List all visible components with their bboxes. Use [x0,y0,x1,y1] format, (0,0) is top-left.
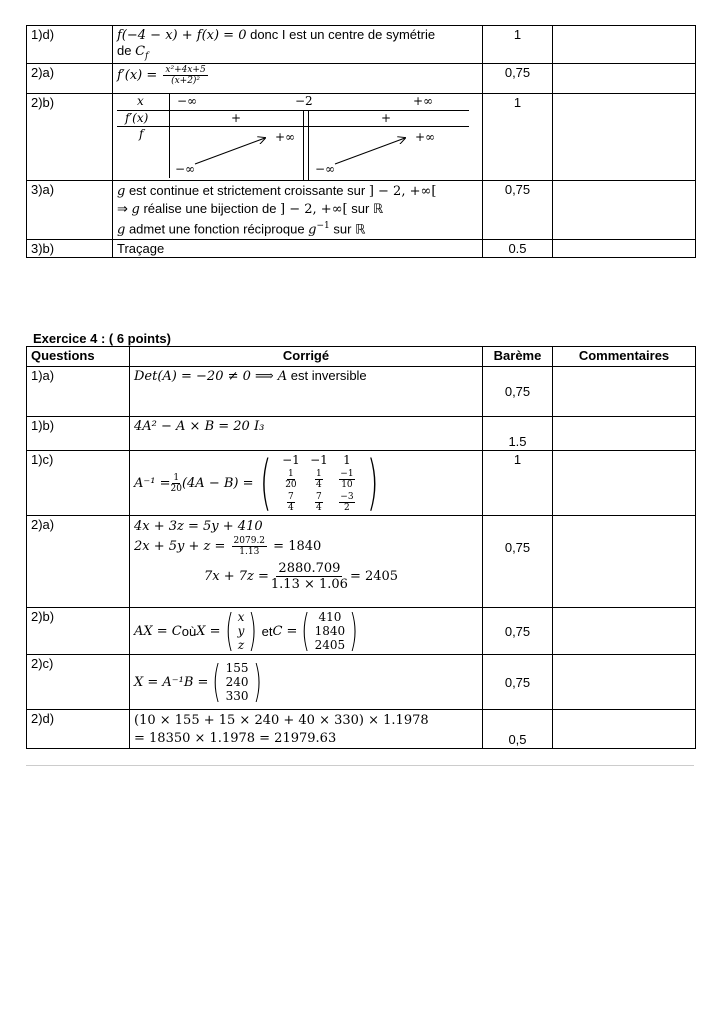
comment-cell [553,516,696,608]
points-cell: 1 [483,451,553,516]
corrige-cell: f′(x) = $\frac{\text{x²+4x+5}}{\text{(x+2)²}}$ [113,63,483,93]
points-cell: 0,75 [483,367,553,417]
table-row [27,516,696,608]
exercise-4-table [26,346,696,749]
vector-entry: z [237,638,245,652]
top-correction-table [26,25,696,258]
question-cell: 3)a) [27,180,113,239]
fraction: $\frac{\text{x²+4x+5}}{\text{(x+2)²}}$ [165,64,206,86]
question-cell: 2)c) [27,655,130,710]
matrix-entry: 7 4 [288,492,294,513]
comment-cell [553,239,696,257]
header-commentaires: Commentaires [553,347,696,367]
matrix-entry: −1 [282,453,300,467]
question-cell: 2)b) [27,93,113,180]
c-vector: ( 410 1840 2405 ) [301,605,359,656]
matrix-entry: −1 10 [340,469,354,490]
comment-cell [553,608,696,655]
question-cell: 2)d) [27,710,130,749]
increasing-arrow [335,138,405,164]
matrix-entry: 7 4 [316,492,322,513]
points-cell: 0,75 [483,516,553,608]
vector-entry: y [237,624,245,638]
variation-table: x f′(x) f −∞ −2 +∞ + + +∞ +∞ −∞ −∞ [113,94,469,180]
x-vector: ( x y z ) [224,605,258,656]
header-bareme: Barème [483,347,553,367]
vector-entry: 2405 [314,638,346,652]
increasing-arrow [195,138,265,164]
comment-cell [553,417,696,451]
corrige-cell: A⁻¹ = $\frac{1}{20}$ (4A − B) = ( −1 −1 1 1 20 1 4 −1 10 7 4 7 4 −3 2 ) [130,451,483,516]
question-cell: 1)b) [27,417,130,451]
variation-arrows [113,94,469,180]
question-cell: 1)a) [27,367,130,417]
question-cell: 2)b) [27,608,130,655]
points-cell: 1 [483,26,553,64]
points-cell: 0,75 [483,655,553,710]
corrige-cell: Det(A) = −20 ≠ 0 ⟹ A est inversible [130,367,483,417]
table-row [27,180,696,239]
comment-cell [553,710,696,749]
comment-cell [553,655,696,710]
comment-cell [553,367,696,417]
comment-cell [553,93,696,180]
question-cell: 3)b) [27,239,113,257]
header-questions: Questions [27,347,130,367]
corrige-cell [113,93,483,180]
question-cell: 1)c) [27,451,130,516]
question-cell: 2)a) [27,63,113,93]
table-row [27,655,696,710]
matrix-entry: 1 [343,453,351,467]
corrige-cell: 4x + 3z = 5y + 410 2x + 5y + z = $\frac{2079.2}{1.13}$ = 1840 7x + 7z = $\frac{2880.709}{1.13 \times 1.06}$ = 2405 [130,516,483,608]
corrige-cell: 4A² − A × B = 20 I₃ [130,417,483,451]
table-row [27,63,696,93]
vector-entry: 330 [225,689,249,703]
vector-entry: 410 [318,610,342,624]
points-cell: 0,5 [483,710,553,749]
points-cell: 0.5 [483,239,553,257]
comment-cell [553,26,696,64]
points-cell: 0,75 [483,63,553,93]
corrige-cell: X = A⁻¹B = ( 155 240 330 ) [130,655,483,710]
points-cell: 0,75 [483,180,553,239]
question-cell: 1)d) [27,26,113,64]
table-row [27,451,696,516]
corrige-cell: Traçage [113,239,483,257]
points-cell: 0,75 [483,608,553,655]
matrix-entry: −1 [310,453,328,467]
comment-cell [553,180,696,239]
table-row [27,93,696,180]
page-divider [26,765,694,766]
corrige-cell: (10 × 155 + 15 × 240 + 40 × 330) × 1.1978 = 18350 × 1.1978 = 21979.63 [130,710,483,749]
points-cell: 1 [483,93,553,180]
exercise-title: Exercice 4 : ( 6 points) [33,331,171,346]
table-header-row [27,347,696,367]
vector-entry: 155 [225,661,249,675]
vector-entry: 1840 [314,624,346,638]
table-row [27,26,696,64]
matrix-entry: 1 4 [316,469,322,490]
question-cell: 2)a) [27,516,130,608]
table-row [27,239,696,257]
table-row [27,608,696,655]
comment-cell [553,451,696,516]
vector-entry: 240 [225,675,249,689]
matrix-entry: 1 20 [285,469,297,490]
table-row [27,417,696,451]
vector-entry: x [237,610,245,624]
corrige-cell: AX = C où X = ( x y z ) et C = ( 410 1840 2405 ) [130,608,483,655]
matrix-entry: −3 2 [340,492,354,513]
table-row [27,367,696,417]
header-corrige: Corrigé [130,347,483,367]
corrige-cell: f(−4 − x) + f(x) = 0 donc I est un centre de symétrie de $C_f$ [113,26,483,64]
points-cell: 1.5 [483,417,553,451]
comment-cell [553,63,696,93]
table-row [27,710,696,749]
inverse-matrix: ( −1 −1 1 1 20 1 4 −1 10 7 4 7 4 −3 2 ) [259,448,379,518]
solution-vector: ( 155 240 330 ) [212,656,262,707]
corrige-cell: g est continue et strictement croissante sur ] − 2, +∞[ ⇒ g réalise une bijection de ] − 2, +∞[ sur ℝ g admet une fonction réciproque $g^{-1}$ sur ℝ [113,180,483,239]
